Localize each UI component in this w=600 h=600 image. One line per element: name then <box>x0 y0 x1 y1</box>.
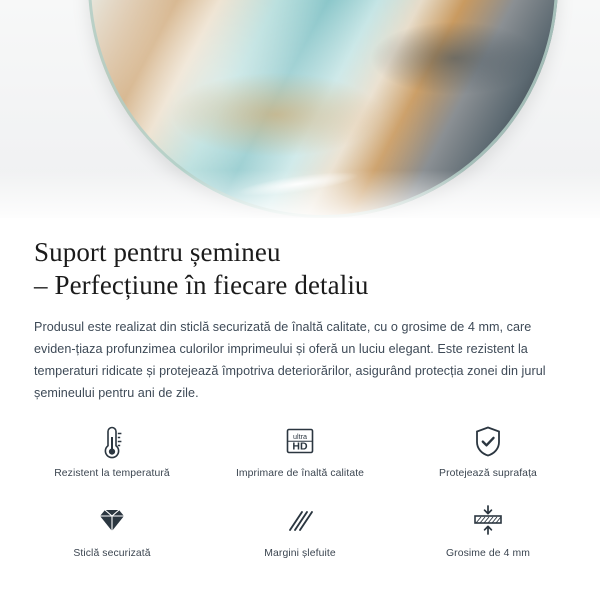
thickness-4mm-icon <box>467 500 509 542</box>
ultra-hd-icon <box>280 420 320 462</box>
description-paragraph: Produsul este realizat din sticlă securizată de înaltă calitate, cu o grosime de 4 mm, care eviden-țiaza profunzimea culorilor imprimeului și oferă un luciu elegant. Este rezistent la temperaturi ridicate și protejează împotriva deteriorărilor, asigurând protecția zonei din jurul șemineului pentru ani de zile. <box>34 320 546 400</box>
feature-item-print-quality <box>206 420 394 496</box>
thermometer-icon <box>95 420 129 462</box>
svg-text:ultra: ultra <box>293 432 307 441</box>
feature-grid <box>0 404 600 576</box>
headline-line-1: Suport pentru șemineu <box>34 237 281 267</box>
headline-line-2: – Perfecțiune în fiecare detaliu <box>34 270 369 300</box>
feature-item-temperature <box>18 420 206 496</box>
hero-image <box>0 0 600 218</box>
feature-label: Grosime de 4 mm <box>445 548 531 559</box>
glass-panel-product-image <box>88 0 558 218</box>
feature-item-surface-protection <box>394 420 582 496</box>
feature-label: Sticlă securizată <box>73 548 151 559</box>
feature-item-thickness <box>394 500 582 576</box>
polished-edges-icon <box>280 500 320 542</box>
feature-label: Protejează suprafața <box>439 468 537 479</box>
feature-item-polished-edges <box>206 500 394 576</box>
feature-label: Imprimare de înaltă calitate <box>235 468 365 479</box>
feature-item-tempered-glass <box>18 500 206 576</box>
page-title <box>0 218 600 302</box>
shield-check-icon <box>469 420 507 462</box>
feature-label: Margini șlefuite <box>264 548 336 559</box>
svg-text:HD: HD <box>292 440 308 453</box>
content-section <box>0 218 600 576</box>
diamond-icon <box>92 500 132 542</box>
feature-label: Rezistent la temperatură <box>54 468 170 479</box>
